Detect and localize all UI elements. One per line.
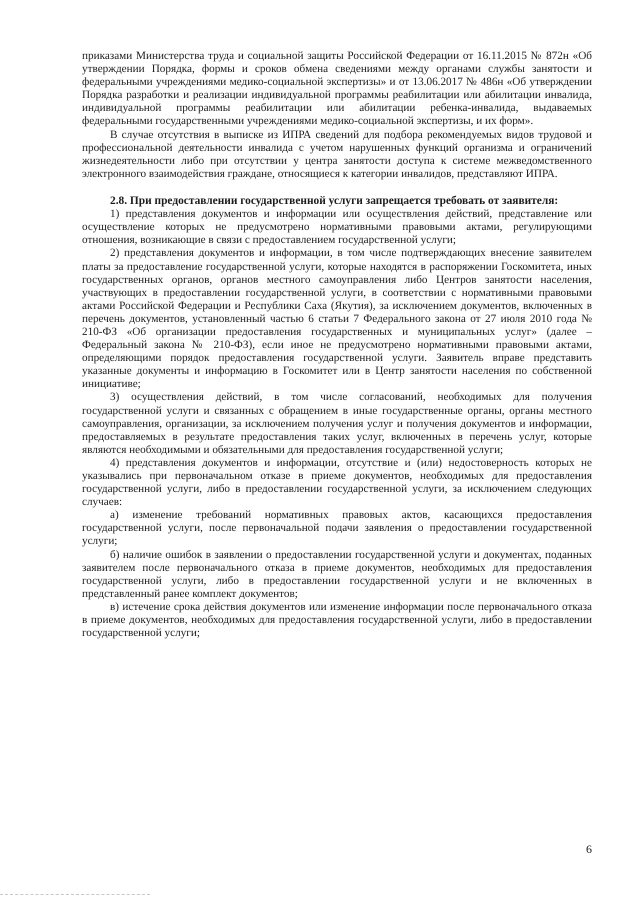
footer-divider	[0, 894, 150, 895]
sub-item-a: а) изменение требований нормативных правовых актов, касающихся предоставления государственной услуги, после первоначальной подачи заявления о предоставлении государственной услуги;	[82, 509, 592, 548]
page-number: 6	[586, 842, 592, 856]
list-item-4: 4) представления документов и информации, отсутствие и (или) недостоверность которых не указывались при первоначальном отказе в приеме документов, необходимых для предоставления государственной услуги, либо в предоставлении государственной услуги, за исключением следующих случаев:	[82, 456, 592, 509]
list-item-3: 3) осуществления действий, в том числе согласований, необходимых для получения государственной услуги и связанных с обращением в иные государственные органы, органы местного самоуправления, организации, за исключением получения услуг и получения документов и информации, предоставляемых в результате предоставления таких услуг, включенных в перечень услуг, которые являются необходимыми и обязательными для предоставления государственной услуги;	[82, 391, 592, 456]
paragraph-ipra: В случае отсутствия в выписке из ИПРА сведений для подбора рекомендуемых видов трудовой и профессиональной деятельности инвалида с учетом нарушенных функций организма и ограничений жизнедеятельности либо при отсутствии у центра занятости доступа к системе межведомственного электронного взаимодействия граждане, относящиеся к категории инвалидов, представляют ИПРА.	[82, 128, 592, 180]
section-heading: 2.8. При предоставлении государственной услуги запрещается требовать от заявителя:	[110, 194, 559, 207]
list-item-2: 2) представления документов и информации, в том числе подтверждающих внесение заявителем платы за предоставление государственной услуги, которые находятся в распоряжении Госкомитета, иных государственных органов, органов местного самоуправления либо Центров занятости населения, участвующих в предоставлении государственной услуги, в соответствии с нормативными правовыми актами Российской Федерации и Республики Саха (Якутия), за исключением документов, включенных в перечень документов, установленный частью 6 статьи 7 Федерального закона от 27 июля 2010 года № 210-ФЗ «Об организации предоставления государственных и муниципальных услуг» (далее – Федеральный закона № 210-ФЗ), если иное не предусмотрено нормативными правовыми актами, определяющими порядок предоставления государственной услуги. Заявитель вправе представить указанные документы и информацию в Госкомитет или в Центр занятости населения по собственной инициативе;	[82, 247, 592, 391]
paragraph-continuation: приказами Министерства труда и социальной защиты Российской Федерации от 16.11.2015 № 872н «Об утверждении Порядка, формы и сроков обмена сведениями между органами службы занятости и федеральными учреждениями медико-социальной экспертизы» и от 13.06.2017 № 486н «Об утверждении Порядка разработки и реализации индивидуальной программы реабилитации или абилитации инвалида, индивидуальной программы реабилитации или абилитации ребенка-инвалида, выдаваемых федеральными государственными учреждениями медико-социальной экспертизы, и их форм».	[82, 50, 592, 128]
sub-item-v: в) истечение срока действия документов или изменение информации после первоначального отказа в приеме документов, необходимых для предоставления государственной услуги, либо в предоставлении государственной услуги;	[82, 600, 592, 640]
spacer	[82, 181, 592, 195]
list-item-1: 1) представления документов и информации или осуществления действий, представление или осуществление которых не предусмотрено нормативными правовыми актами, регулирующими отношения, возникающие в связи с предоставлением государственной услуги;	[82, 208, 592, 247]
sub-item-b: б) наличие ошибок в заявлении о предоставлении государственной услуги и документах, поданных заявителем после первоначального отказа в приеме документов, необходимых для предоставления государственной услуги, либо в предоставлении государственной услуги и не включенных в представленный ранее комплект документов;	[82, 548, 592, 600]
